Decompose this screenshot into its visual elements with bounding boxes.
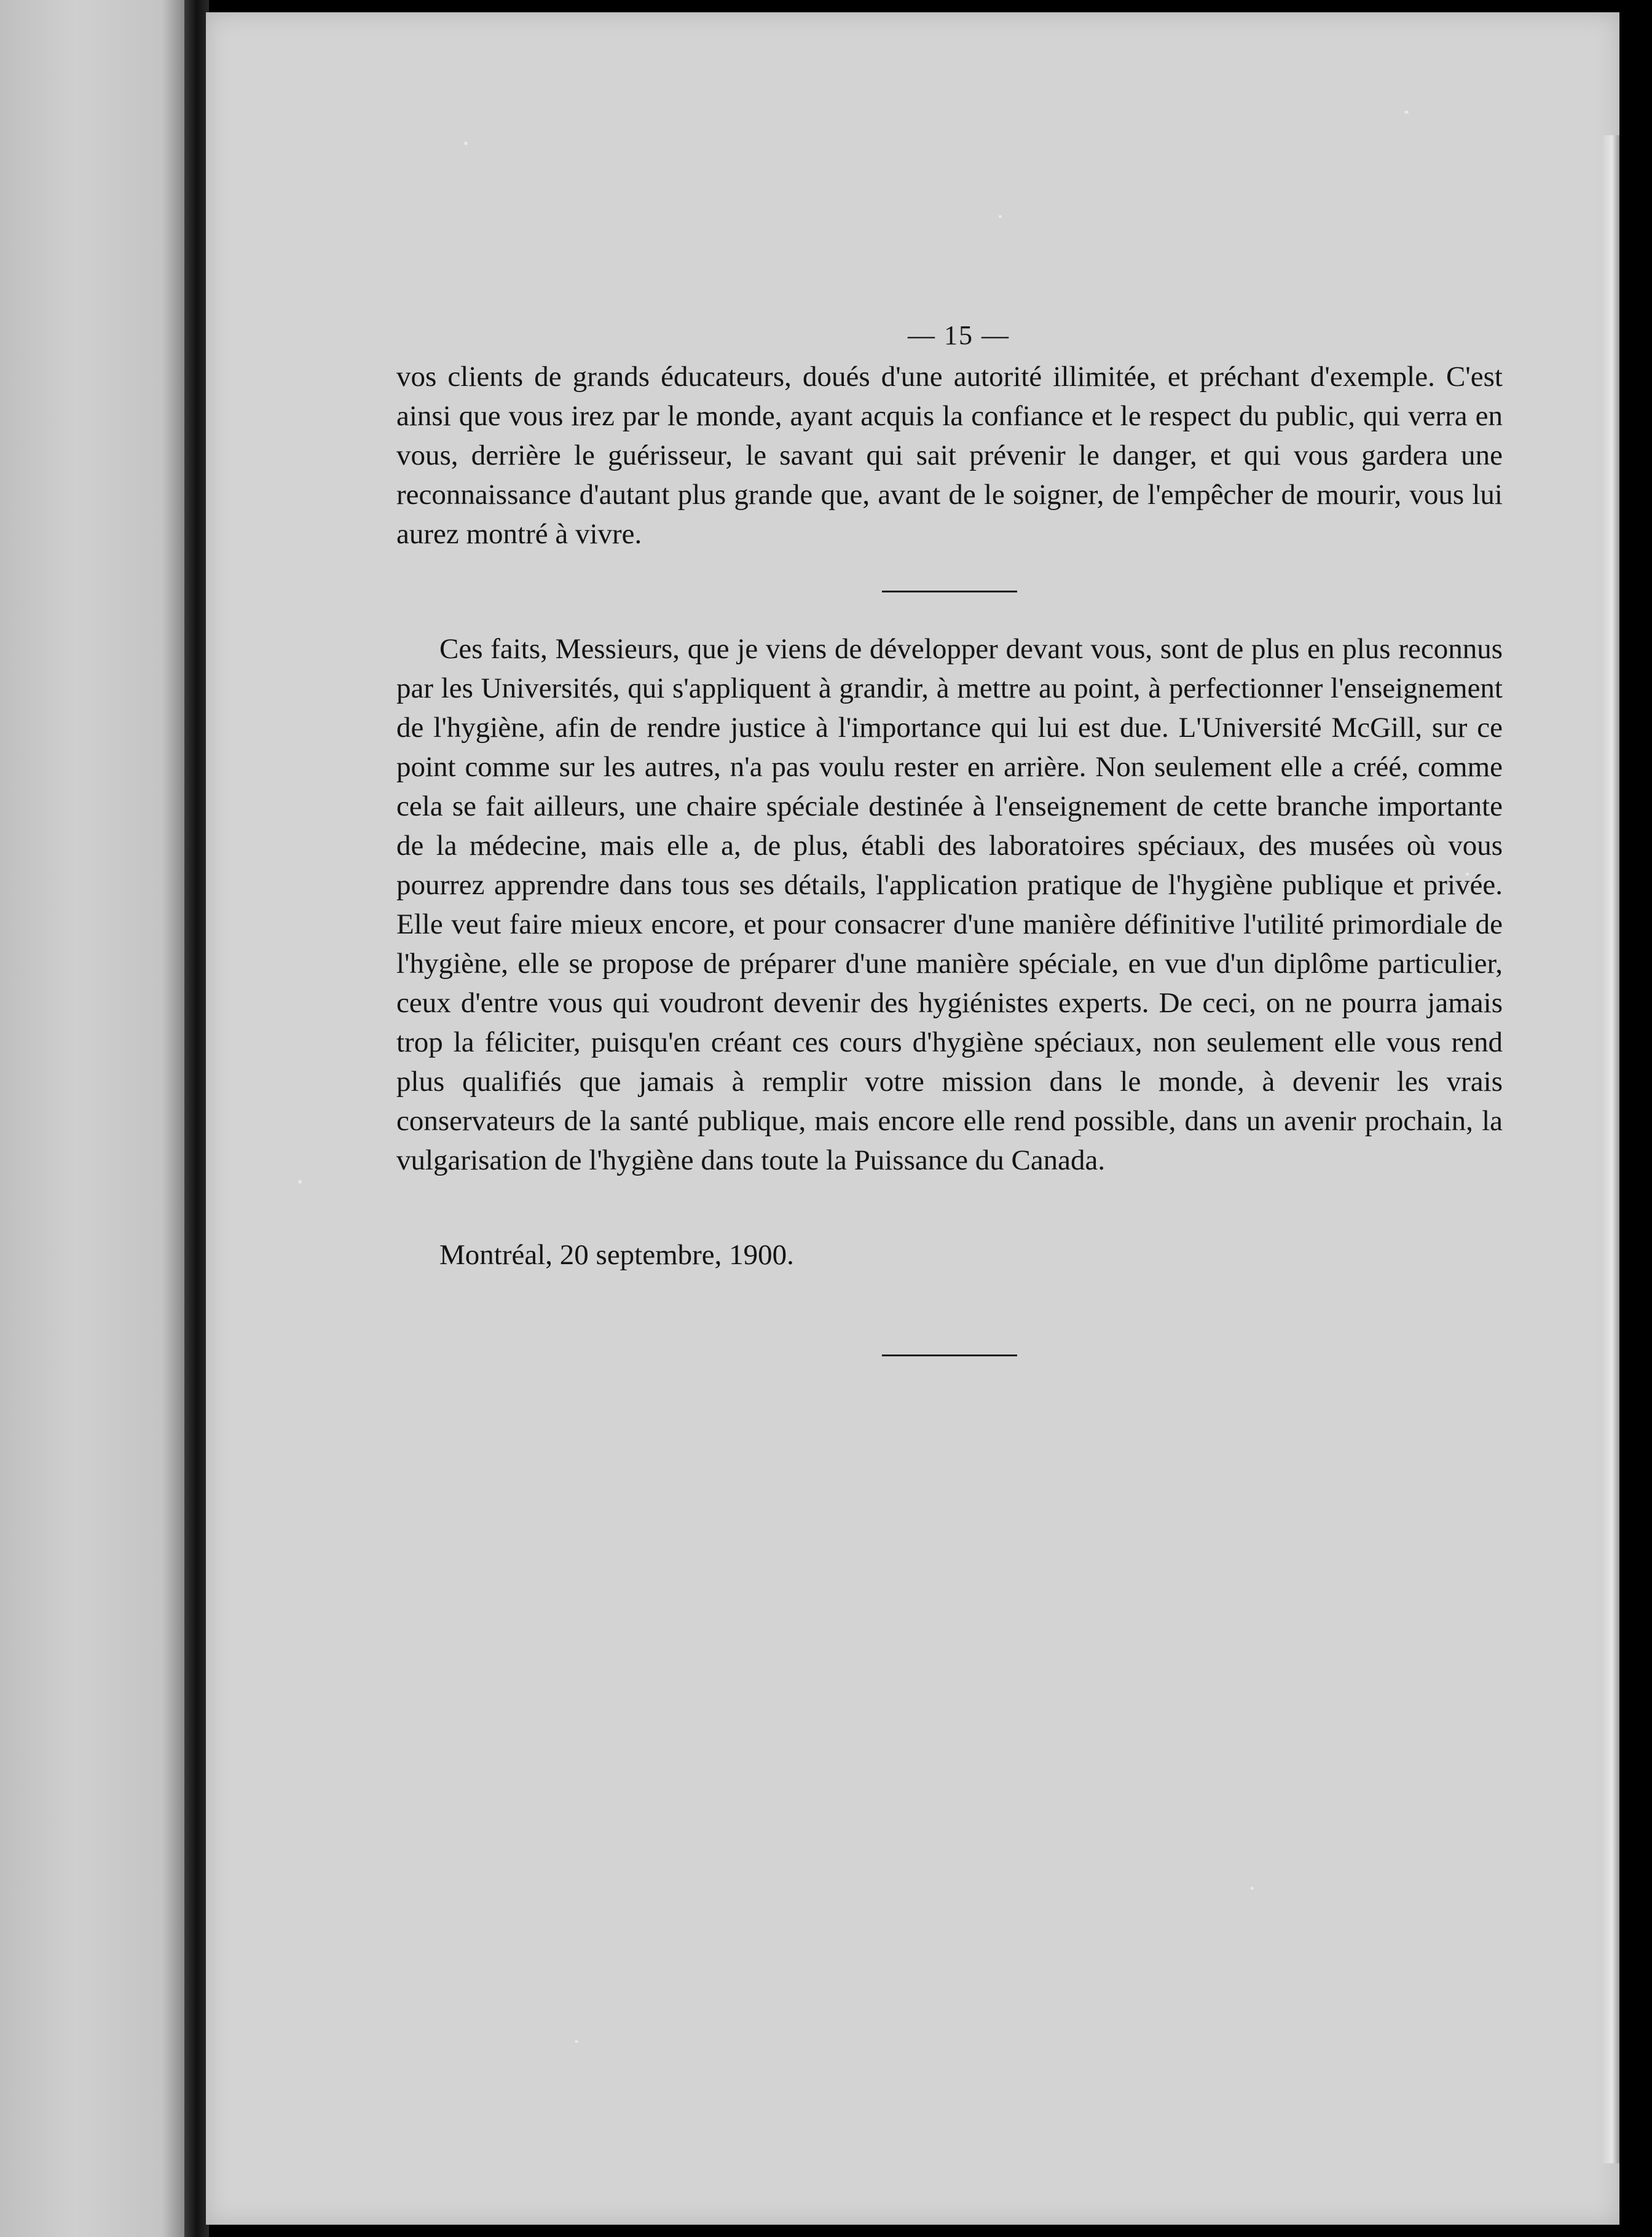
closing-divider [882,1354,1017,1356]
paper-speck [1404,111,1409,114]
facing-page [0,0,191,2237]
paragraph-mcgill: Ces faits, Messieurs, que je viens de développer devant vous, sont de plus en plus reconnus par les Universités, qui s'appliquent à grandir, à mettre au point, à perfectionner l'enseignement de l'hygiène, afin de rendre justice à l'importance qui lui est due. L'Université McGill, sur ce point comme sur les autres, n'a pas voulu rester en arrière. Non seulement elle a créé, comme cela se fait ailleurs, une chaire spéciale destinée à l'enseignement de cette branche importante de la médecine, mais elle a, de plus, établi des laboratoires spéciaux, des musées où vous pourrez apprendre dans tous ses détails, l'application pratique de l'hygiène publique et privée. Elle veut faire mieux encore, et pour consacrer d'une manière définitive l'utilité primordiale de l'hygiène, elle se propose de préparer d'une manière spéciale, en vue d'un diplôme particulier, ceux d'entre vous qui voudront devenir des hygiénistes experts. De ceci, on ne pourra jamais trop la féliciter, puisqu'en créant ces cours d'hygiène spéciaux, non seulement elle vous rend plus qualifiés que jamais à remplir votre mission dans le monde, à devenir les vrais conservateurs de la santé publique, mais encore elle rend possible, dans un avenir prochain, la vulgarisation de l'hygiène dans toute la Puissance du Canada. [396,633,1503,1176]
document-page [206,12,1619,2225]
book-gutter [184,0,209,2237]
dateline: Montréal, 20 septembre, 1900. [439,1239,794,1271]
page-edge [1601,135,1619,2163]
paragraph-continuation: vos clients de grands éducateurs, doués d'une autorité illimitée, et préchant d'exemple. C'est ainsi que vous irez par le monde, ayant acquis la confiance et le respect du public, qui verra en vous, derrière le guérisseur, le savant qui sait prévenir le danger, et qui vous gardera une reconnaissance d'autant plus grande que, avant de le soigner, de l'empêcher de mourir, vous lui aurez montré à vivre. [396,361,1503,550]
page-number: — 15 — [908,320,1010,350]
paper-speck [1251,1887,1254,1890]
text-block [396,320,1503,1393]
paper-speck [464,141,468,145]
paper-speck [575,2040,578,2043]
paper-speck [298,1180,302,1184]
paper-speck [999,215,1002,218]
section-divider [882,591,1017,592]
